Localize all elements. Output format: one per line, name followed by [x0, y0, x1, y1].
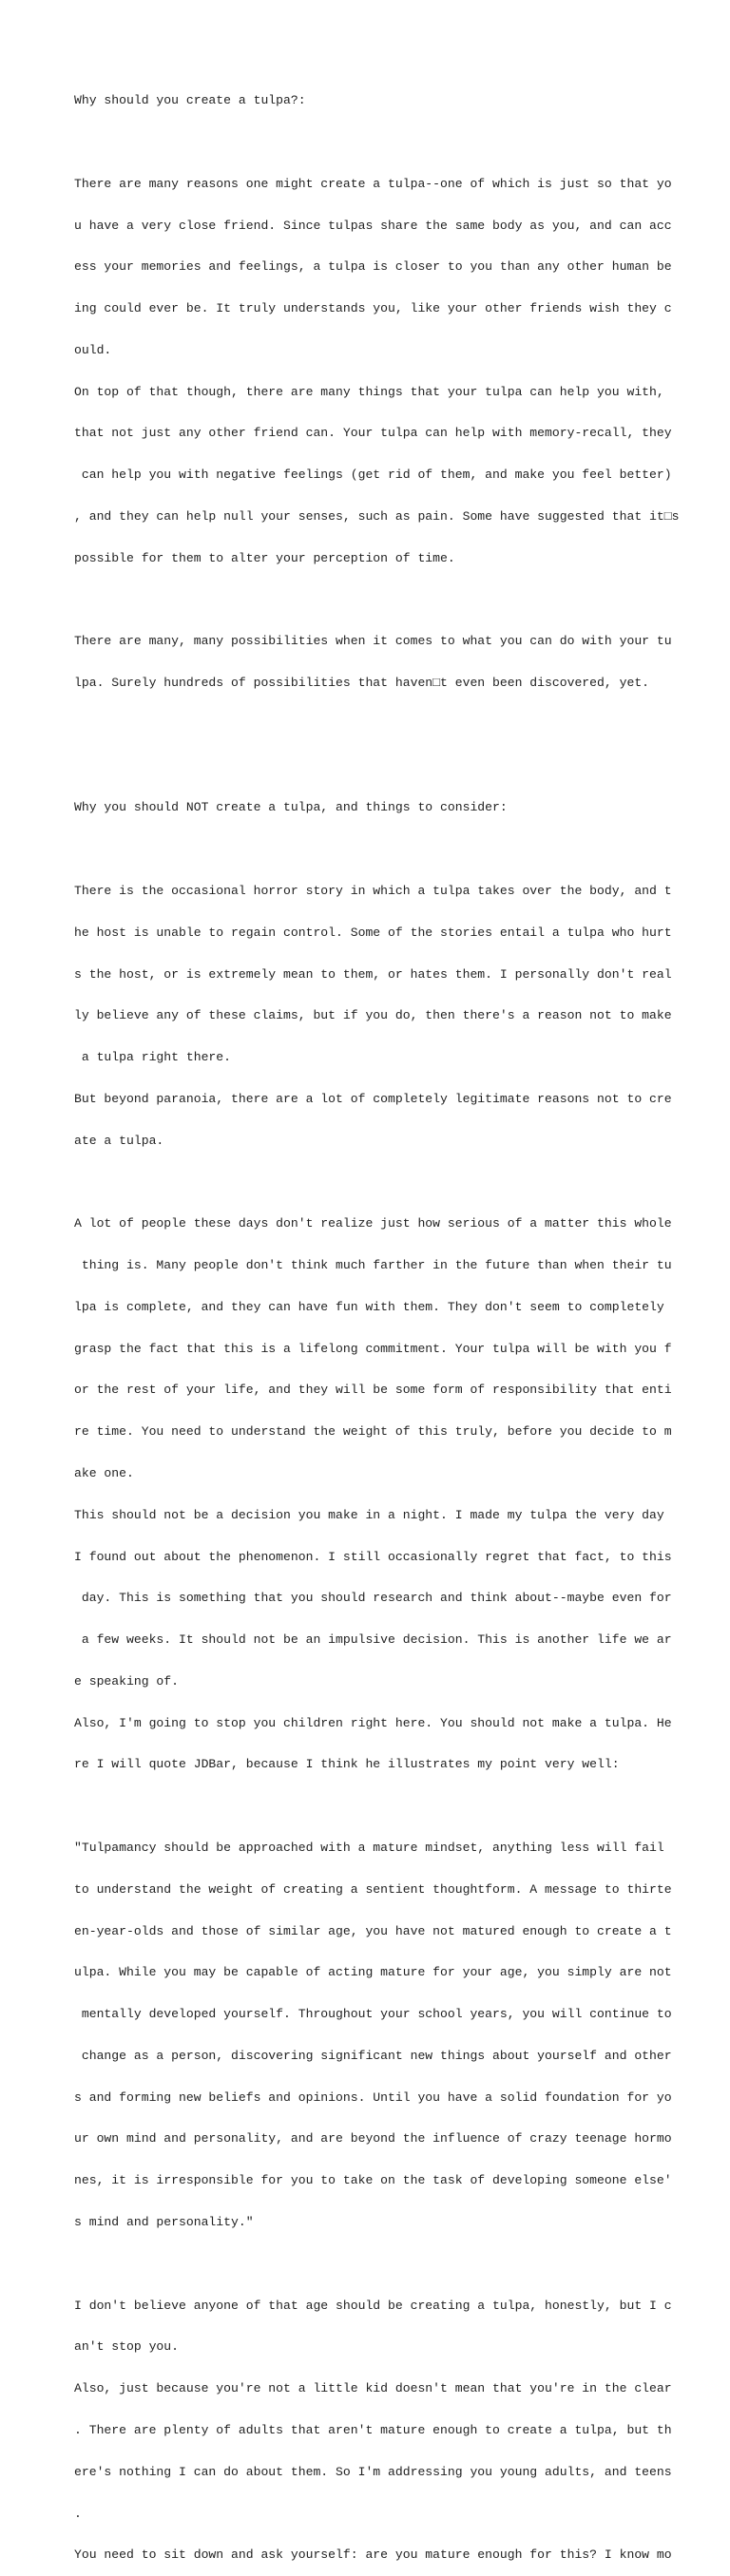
text-line: thing is. Many people don't think much farther in the future than when their tu [74, 1258, 672, 1273]
section-heading: Why you should NOT create a tulpa, and things to consider: [74, 800, 508, 815]
quote-line: change as a person, discovering significant new things about yourself and other [74, 2048, 672, 2063]
blank-line [74, 594, 720, 608]
quote-line: "Tulpamancy should be approached with a mature mindset, anything less will fail [74, 1841, 664, 1855]
quote-line: en-year-olds and those of similar age, you have not matured enough to create a t [74, 1923, 672, 1938]
text-line: . [74, 2506, 82, 2521]
blank-line [74, 718, 720, 733]
text-line: u have a very close friend. Since tulpas share the same body as you, and can acc [74, 218, 672, 233]
blank-line [74, 2258, 720, 2272]
blank-line [74, 1176, 720, 1191]
quote-line: s mind and personality." [74, 2215, 254, 2230]
quote-line: ur own mind and personality, and are beyond the influence of crazy teenage hormo [74, 2131, 672, 2147]
text-line: ing could ever be. It truly understands you, like your other friends wish they c [74, 301, 672, 316]
text-line: s the host, or is extremely mean to them, or hates them. I personally don't real [74, 966, 672, 982]
quote-line: mentally developed yourself. Throughout your school years, you will continue to [74, 2007, 672, 2022]
text-line: day. This is something that you should research and think about--maybe even for [74, 1591, 672, 1606]
text-line: There are many, many possibilities when it comes to what you can do with your tu [74, 634, 672, 649]
text-line: ake one. [74, 1465, 134, 1480]
text-line: A lot of people these days don't realize just how serious of a matter this whole [74, 1216, 672, 1231]
text-line: I found out about the phenomenon. I still occasionally regret that fact, to this [74, 1549, 672, 1564]
text-line: You need to sit down and ask yourself: are you mature enough for this? I know mo [74, 2547, 672, 2563]
text-line: a few weeks. It should not be an impulsive decision. This is another life we ar [74, 1632, 672, 1648]
text-line: , and they can help null your senses, such as pain. Some have suggested that it□s [74, 509, 680, 524]
text-line: grasp the fact that this is a lifelong commitment. Your tulpa will be with you f [74, 1341, 672, 1356]
text-line: There is the occasional horror story in which a tulpa takes over the body, and t [74, 884, 672, 899]
text-line: But beyond paranoia, there are a lot of completely legitimate reasons not to cre [74, 1091, 672, 1106]
text-line: ly believe any of these claims, but if you do, then there's a reason not to make [74, 1008, 672, 1023]
text-line: re time. You need to understand the weight of this truly, before you decide to m [74, 1424, 672, 1440]
text-line: Also, just because you're not a little kid doesn't mean that you're in the clear [74, 2381, 672, 2396]
blank-line [74, 843, 720, 857]
blank-line [74, 760, 720, 774]
text-line: lpa is complete, and they can have fun with them. They don't seem to completely [74, 1299, 664, 1314]
quote-line: s and forming new beliefs and opinions. Until you have a solid foundation for yo [74, 2089, 672, 2105]
text-line: lpa. Surely hundreds of possibilities that haven□t even been discovered, yet. [74, 676, 650, 691]
text-line: There are many reasons one might create a tulpa--one of which is just so that yo [74, 176, 672, 191]
text-line: an't stop you. [74, 2339, 180, 2355]
text-line: This should not be a decision you make in a night. I made my tulpa the very day [74, 1507, 664, 1522]
text-line: ate a tulpa. [74, 1133, 164, 1148]
text-line: or the rest of your life, and they will be some form of responsibility that enti [74, 1383, 672, 1398]
text-line: Also, I'm going to stop you children right here. You should not make a tulpa. He [74, 1715, 672, 1730]
text-line: that not just any other friend can. Your tulpa can help with memory-recall, they [74, 426, 672, 441]
text-line: I don't believe anyone of that age should be creating a tulpa, honestly, but I c [74, 2298, 672, 2313]
blank-line [74, 136, 720, 150]
section-heading: Why should you create a tulpa?: [74, 93, 306, 108]
text-line: can help you with negative feelings (get rid of them, and make you feel better) [74, 467, 672, 483]
quote-line: ulpa. While you may be capable of acting mature for your age, you simply are not [74, 1965, 672, 1980]
text-line: re I will quote JDBar, because I think he illustrates my point very well: [74, 1757, 620, 1772]
text-line: he host is unable to regain control. Some of the stories entail a tulpa who hurt [74, 925, 672, 940]
blank-line [74, 1800, 720, 1814]
text-line: possible for them to alter your perception of time. [74, 550, 455, 565]
text-line: . There are plenty of adults that aren't mature enough to create a tulpa, but th [74, 2422, 672, 2437]
text-line: ere's nothing I can do about them. So I'm addressing you young adults, and teens [74, 2464, 672, 2479]
text-line: a tulpa right there. [74, 1050, 232, 1065]
quote-line: to understand the weight of creating a sentient thoughtform. A message to thirte [74, 1881, 672, 1897]
text-line: e speaking of. [74, 1673, 180, 1689]
quote-line: nes, it is irresponsible for you to take on the task of developing someone else' [74, 2173, 672, 2188]
text-line: ess your memories and feelings, a tulpa is closer to you than any other human be [74, 259, 672, 275]
text-line: ould. [74, 342, 112, 357]
text-line: On top of that though, there are many things that your tulpa can help you with, [74, 384, 664, 399]
document-body [74, 67, 720, 2576]
